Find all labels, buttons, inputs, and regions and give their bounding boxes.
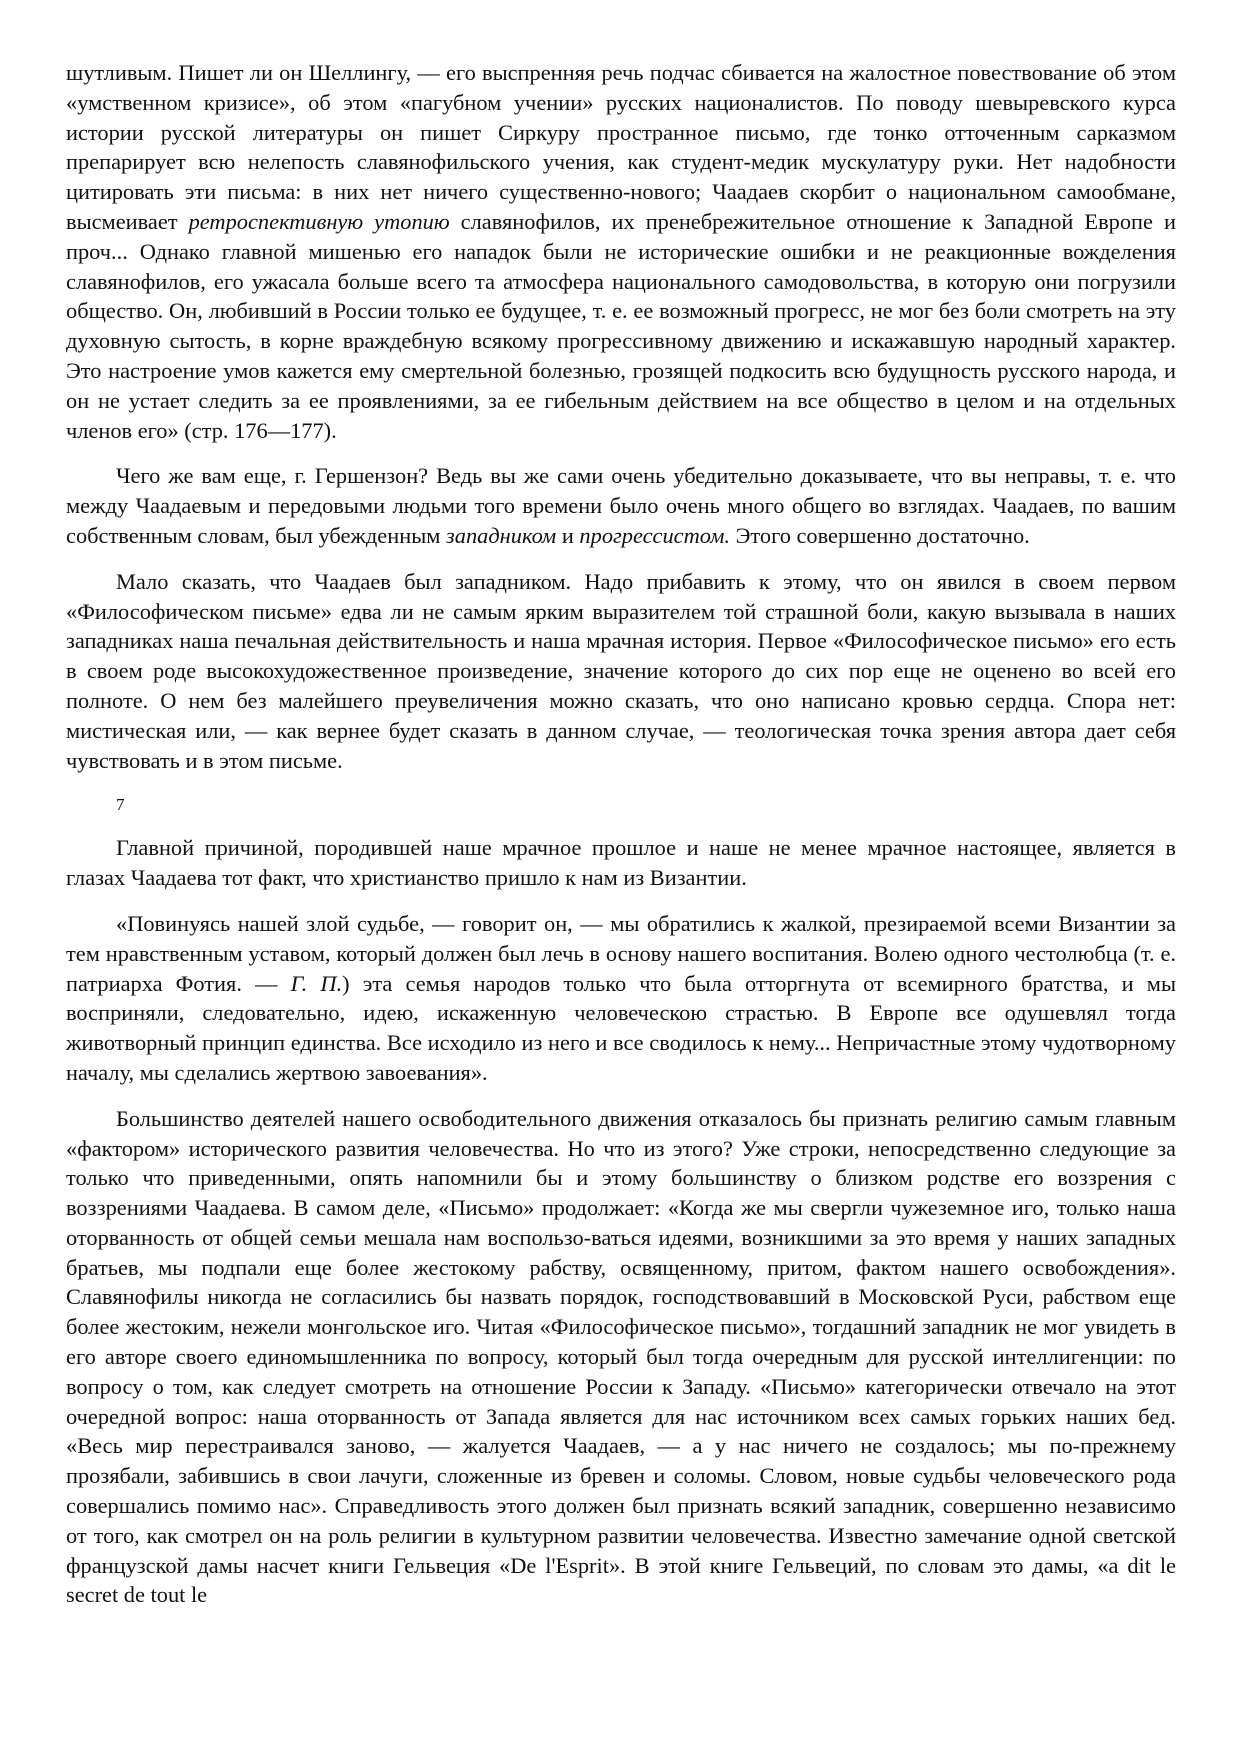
page-number: [66, 791, 1176, 819]
paragraph-3: [66, 567, 1176, 776]
italic-text: западником: [446, 522, 557, 548]
text-segment: Этого совершенно достаточно.: [730, 522, 1030, 548]
paragraph-4: [66, 833, 1176, 893]
paragraph-5: [66, 909, 1176, 1088]
paragraph-6: [66, 1104, 1176, 1611]
paragraph-2: [66, 461, 1176, 550]
text-segment: 7: [116, 795, 125, 815]
paragraph-1: [66, 58, 1176, 445]
document-page: [66, 58, 1176, 1626]
italic-text: ретроспективную утопию: [188, 208, 450, 234]
text-segment: и: [556, 522, 580, 548]
italic-text: прогрессистом.: [579, 522, 730, 548]
italic-text: Г. П.: [290, 970, 343, 996]
text-segment: славянофилов, их пренебрежительное отношение к Западной Европе и проч... Однако главной мишенью его нападок были не исторические ошибки и не реакционные вожделения славянофилов, его ужасала больше всего та атмосфера национального самодовольства, в которую они погрузили общество. Он, любивший в России только ее будущее, т. е. ее возможный прогресс, не мог без боли смотреть на эту духовную сытость, в корне враждебную всякому прогрессивному движению и искажавшую народный характер. Это настроение умов кажется ему смертельной болезнью, грозящей подкосить всю будущность русского народа, и он не устает следить за ее проявлениями, за ее гибельным действием на все общество в целом и на отдельных членов его» (стр. 176—177).: [66, 208, 1176, 443]
text-segment: Главной причиной, породившей наше мрачное прошлое и наше не менее мрачное настоящее, является в глазах Чаадаева тот факт, что христианство пришло к нам из Византии.: [66, 835, 1176, 891]
text-segment: шутливым. Пишет ли он Шеллингу, — его выспренняя речь подчас сбивается на жалостное повествование об этом «умственном кризисе», об этом «пагубном учении» русских националистов. По поводу шевыревского курса истории русской литературы он пишет Сиркуру пространное письмо, где тонко отточенным сарказмом препарирует всю нелепость славянофильского учения, как студент-медик мускулатуру руки. Нет надобности цитировать эти письма: в них нет ничего существенно-нового; Чаадаев скорбит о национальном самообмане, высмеивает: [66, 60, 1176, 234]
text-segment: Чего же вам еще, г. Гершензон? Ведь вы же сами очень убедительно доказываете, что вы неправы, т. е. что между Чаадаевым и передовыми людьми того времени было очень много общего во взглядах. Чаадаев, по вашим собственным словам, был убежденным: [66, 463, 1176, 548]
text-segment: Большинство деятелей нашего освободительного движения отказалось бы признать религию самым главным «фактором» исторического развития человечества. Но что из этого? Уже строки, непосредственно следующие за только что приведенными, опять напомнили бы и этому большинству о близком родстве его воззрения с воззрениями Чаадаева. В самом деле, «Письмо» продолжает: «Когда же мы свергли чужеземное иго, только наша оторванность от общей семьи мешала нам воспользо-ваться идеями, возникшими за это время у наших западных братьев, мы подпали еще более жестокому рабству, освященному, притом, фактом нашего освобождения». Славянофилы никогда не согласились бы назвать порядок, господствовавший в Московской Руси, рабством еще более жестоким, нежели монгольское иго. Читая «Философическое письмо», тогдашний западник не мог увидеть в его авторе своего единомышленника по вопросу, который был тогда очередным для русской интеллигенции: по вопросу о том, как следует смотреть на отношение России к Западу. «Письмо» категорически отвечало на этот очередной вопрос: наша оторванность от Запада является для нас источником всех самых горьких наших бед. «Весь мир перестраивался заново, — жалуется Чаадаев, — а у нас ничего не создалось; мы по-прежнему прозябали, забившись в свои лачуги, сложенные из бревен и соломы. Словом, новые судьбы человеческого рода совершались помимо нас». Справедливость этого должен был признать всякий западник, совершенно независимо от того, как смотрел он на роль религии в культурном развитии человечества. Известно замечание одной светской французской дамы насчет книги Гельвеция «De l'Esprit». В этой книге Гельвеций, по словам это дамы, «a dit le secret de tout le: [66, 1105, 1176, 1608]
text-segment: ) эта семья народов только что была отторгнута от всемирного братства, и мы восприняли, следовательно, идею, искаженную человеческою страстью. В Европе все одушевлял тогда животворный принцип единства. Все исходило из него и все сводилось к нему... Непричастные этому чудотворному началу, мы сделались жертвою завоевания».: [66, 970, 1177, 1085]
text-segment: «Повинуясь нашей злой судьбе, — говорит он, — мы обратились к жалкой, презираемой всеми Византии за тем нравственным уставом, который должен был лечь в основу нашего воспитания. Волею одного честолюбца (т. е. патриарха Фотия. —: [66, 910, 1176, 996]
text-segment: Мало сказать, что Чаадаев был западником. Надо прибавить к этому, что он явился в своем первом «Философическом письме» едва ли не самым ярким выразителем той страшной боли, какую вызывала в наших западниках наша печальная действительность и наша мрачная история. Первое «Философическое письмо» его есть в своем роде высокохудожественное произведение, значение которого до сих пор еще не оценено во всей его полноте. О нем без малейшего преувеличения можно сказать, что оно написано кровью сердца. Спора нет: мистическая или, — как вернее будет сказать в данном случае, — теологическая точка зрения автора дает себя чувствовать и в этом письме.: [66, 568, 1176, 773]
